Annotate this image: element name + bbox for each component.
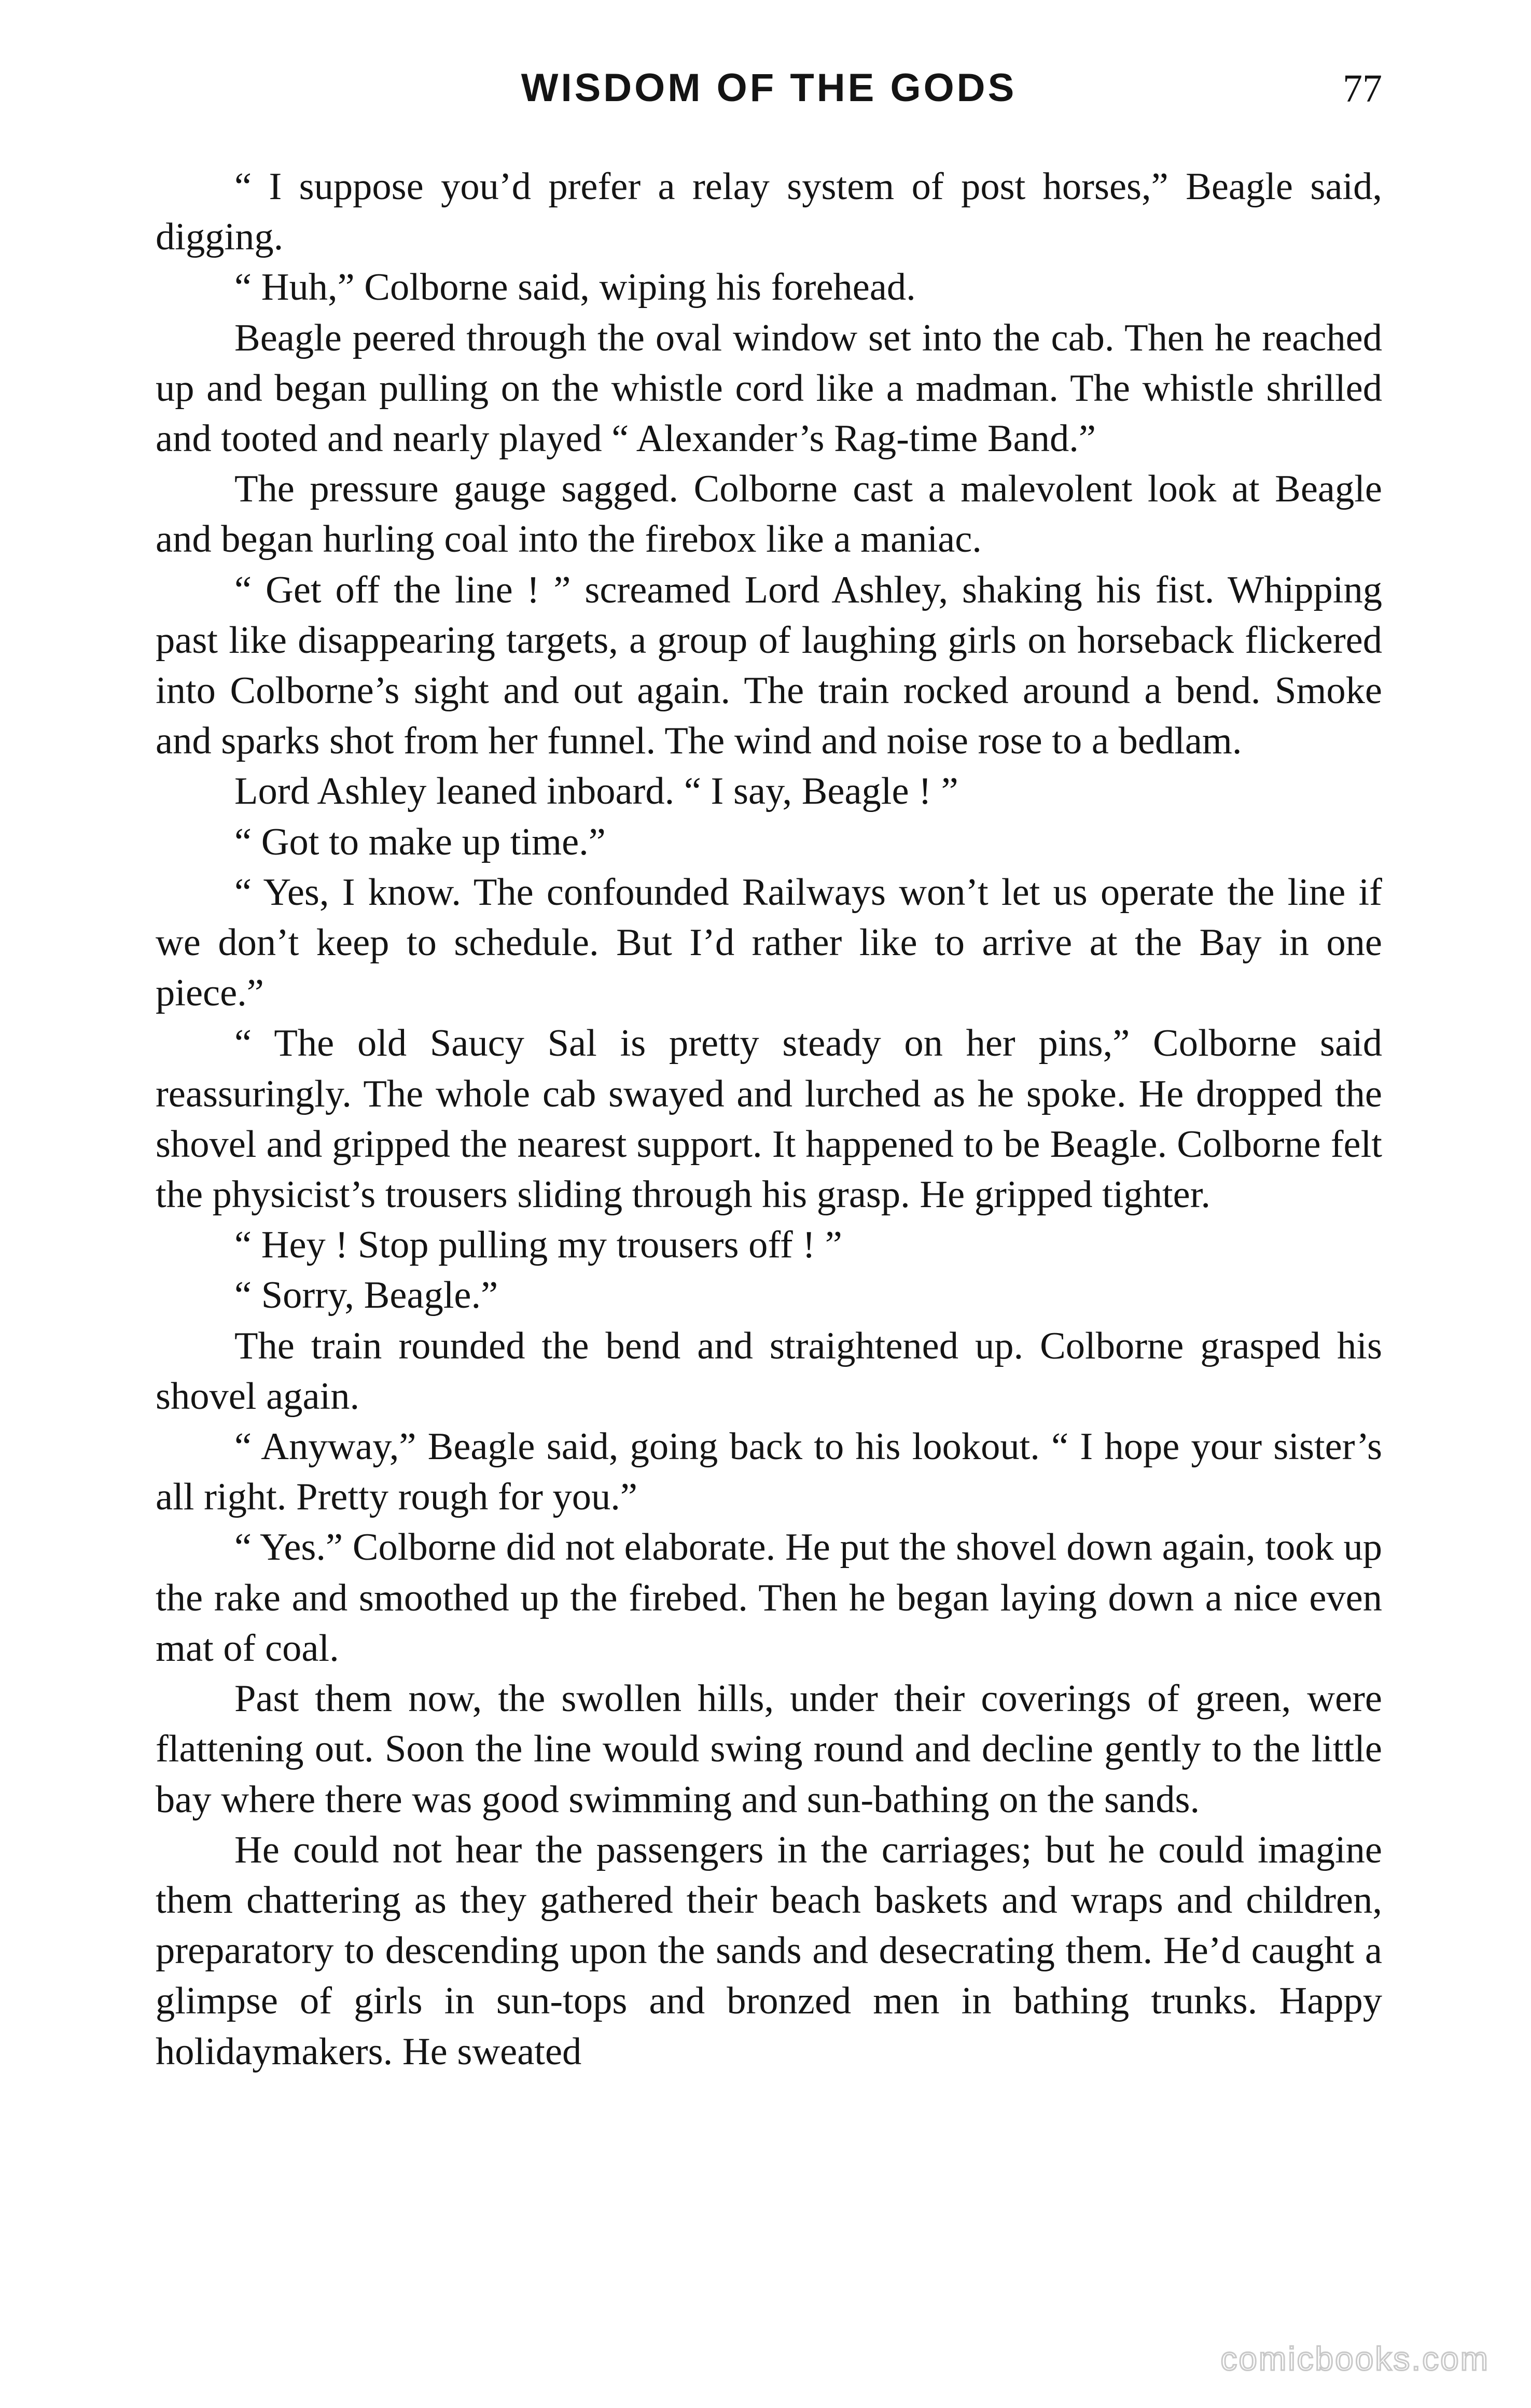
paragraph: “ Got to make up time.” (234, 820, 606, 863)
paragraph: Lord Ashley leaned inboard. “ I say, Beagle ! ” (234, 770, 958, 813)
paragraph: Beagle peered through the oval window set into the cab. Then he reached up and began pulling on the whistle cord like a madman. The whistle shrilled and tooted and nearly played “ Alexander’s Rag-time Band.” (156, 316, 1382, 460)
paragraph: The train rounded the bend and straightened up. Colborne grasped his shovel again. (156, 1324, 1382, 1418)
paragraph: He could not hear the passengers in the carriages; but he could imagine them chattering as they gathered their beach baskets and wraps and children, preparatory to descending upon the sands and desecrating them. He’d caught a glimpse of girls in sun-tops and bronzed men in bathing trunks. Happy holidaymakers. He sweated (156, 1828, 1382, 2073)
page-header (156, 56, 1382, 113)
body-text (156, 162, 1382, 2077)
watermark: comicbooks.com (1220, 2340, 1490, 2377)
paragraph: “ Hey ! Stop pulling my trousers off ! ” (234, 1224, 842, 1267)
paragraph: “ Huh,” Colborne said, wiping his forehead. (234, 266, 916, 309)
paragraph: “ I suppose you’d prefer a relay system of post horses,” Beagle said, digging. (156, 165, 1382, 259)
paragraph: “ Anyway,” Beagle said, going back to his lookout. “ I hope your sister’s all right. Pretty rough for you.” (156, 1425, 1382, 1519)
paragraph: The pressure gauge sagged. Colborne cast a malevolent look at Beagle and began hurling coal into the firebox like a maniac. (156, 468, 1382, 561)
paragraph: “ Sorry, Beagle.” (234, 1274, 498, 1317)
page-number: 77 (1343, 67, 1382, 110)
paragraph: Past them now, the swollen hills, under their coverings of green, were flattening out. Soon the line would swing round and decline gently to the little bay where there was good swimming and sun-bathing on the sands. (156, 1677, 1382, 1821)
paragraph: “ Yes.” Colborne did not elaborate. He put the shovel down again, took up the rake and smoothed up the firebed. Then he began laying down a nice even mat of coal. (156, 1526, 1382, 1670)
paragraph: “ The old Saucy Sal is pretty steady on her pins,” Colborne said reassuringly. The whole cab swayed and lurched as he spoke. He dropped the shovel and gripped the nearest support. It happened to be Beagle. Colborne felt the physicist’s trousers sliding through his grasp. He gripped tighter. (156, 1022, 1382, 1216)
paragraph: “ Get off the line ! ” screamed Lord Ashley, shaking his fist. Whipping past like disappearing targets, a group of laughing girls on horseback flickered into Colborne’s sight and out again. The train rocked around a bend. Smoke and sparks shot from her funnel. The wind and noise rose to a bedlam. (156, 568, 1382, 763)
paragraph: “ Yes, I know. The confounded Railways won’t let us operate the line if we don’t keep to schedule. But I’d rather like to arrive at the Bay in one piece.” (156, 871, 1382, 1015)
running-head: WISDOM OF THE GODS (521, 66, 1017, 110)
